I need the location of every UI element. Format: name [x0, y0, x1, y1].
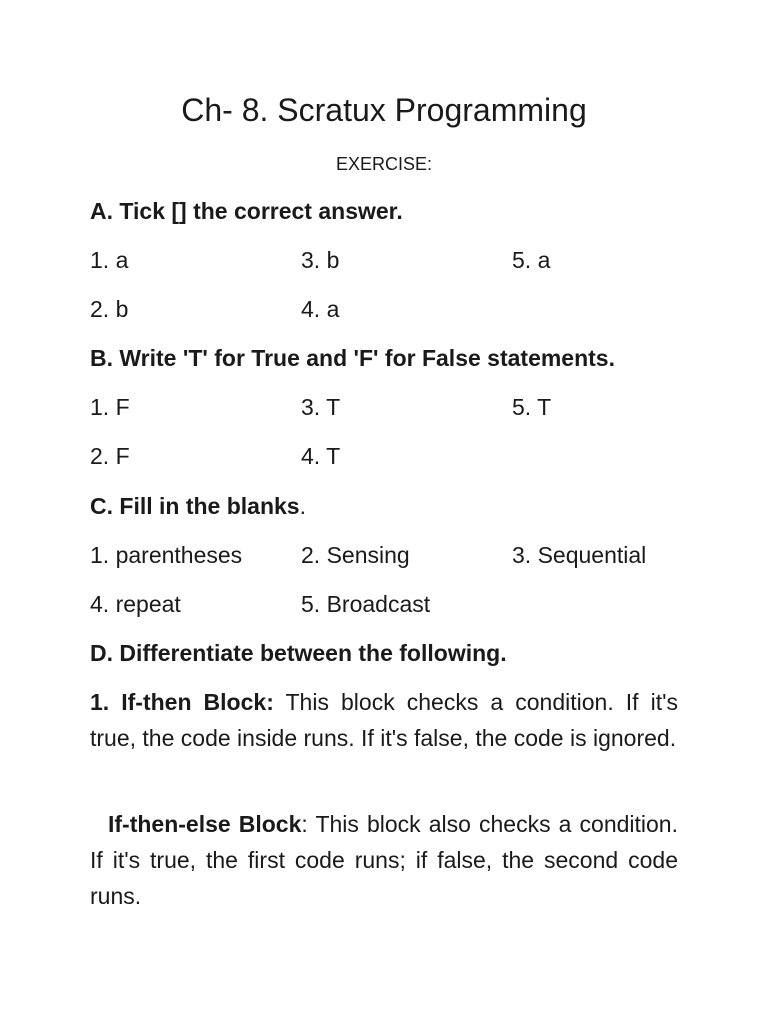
- section-a-row: [0, 247, 768, 277]
- answer-item: 5. Broadcast: [301, 591, 431, 617]
- difference-paragraph-if-then-else: [90, 806, 678, 914]
- difference-paragraph-if-then: [90, 684, 678, 756]
- section-c-heading: [90, 493, 306, 520]
- term-if-then: 1. If-then Block:: [90, 689, 274, 715]
- answer-item: 1. F: [90, 394, 130, 420]
- answer-item: 4. T: [301, 443, 341, 469]
- section-b-row: [0, 394, 768, 424]
- term-if-then-else: If-then-else Block: [108, 811, 302, 837]
- answer-item: 3. b: [301, 247, 340, 273]
- answer-item: 3. T: [301, 394, 341, 420]
- section-c-row: [0, 591, 768, 621]
- definition-if-then-else: : This block also checks a condition. If it's true, the first code runs; if false, the second code runs.: [90, 811, 678, 909]
- answer-item: 4. a: [301, 296, 340, 322]
- answer-item: 5. a: [512, 247, 551, 273]
- definition-if-then: This block checks a condition. If it's true, the code inside runs. If it's false, the code is ignored.: [90, 689, 679, 751]
- answer-item: 2. F: [90, 443, 130, 469]
- section-c-heading-text: C. Fill in the blanks: [90, 493, 300, 519]
- answer-item: 2. Sensing: [301, 542, 410, 568]
- answer-item: 4. repeat: [90, 591, 181, 617]
- section-c-row: [0, 542, 768, 572]
- section-c-heading-period: .: [299, 493, 306, 519]
- answer-item: 2. b: [90, 296, 129, 322]
- answer-item: 3. Sequential: [512, 542, 647, 568]
- answer-item: 1. a: [90, 247, 129, 273]
- section-b-row: [0, 443, 768, 473]
- exercise-label: EXERCISE:: [335, 154, 433, 174]
- section-a-row: [0, 296, 768, 326]
- page-title: Ch- 8. Scratux Programming: [181, 92, 587, 128]
- section-a-heading: A. Tick [] the correct answer.: [90, 198, 403, 224]
- section-d-heading: D. Differentiate between the following.: [90, 640, 507, 666]
- answer-item: 1. parentheses: [90, 542, 243, 568]
- section-b-heading: B. Write 'T' for True and 'F' for False statements.: [90, 345, 615, 371]
- answer-item: 5. T: [512, 394, 552, 420]
